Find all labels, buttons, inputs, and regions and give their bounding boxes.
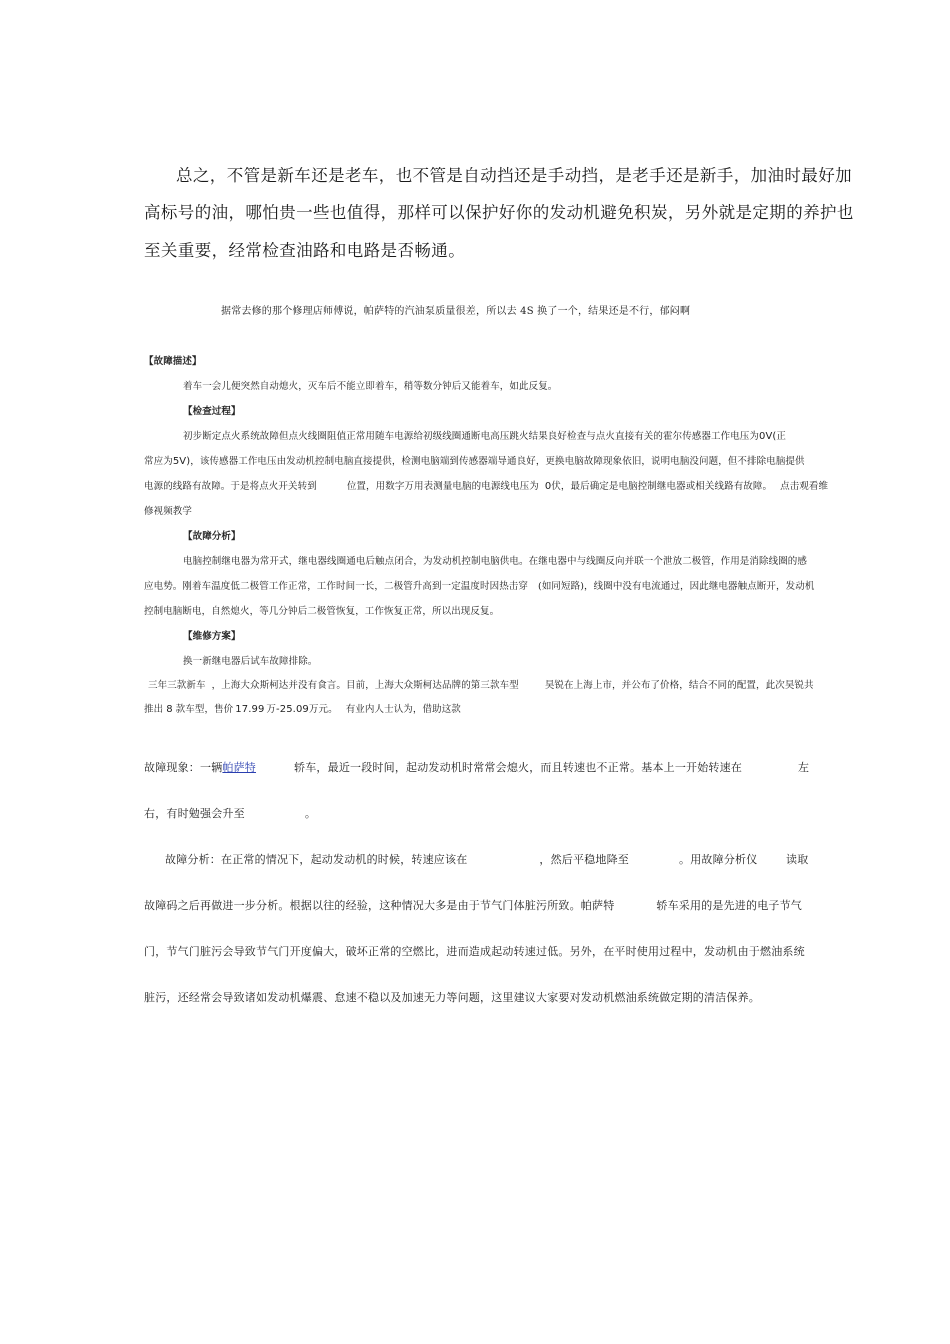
intro-line-1: 总之，不管是新车还是老车，也不管是自动挡还是手动挡，是老手还是新手，加油时最好加: [176, 166, 852, 185]
analysis-line-4: 脏污，还经常会导致诸如发动机爆震、怠速不稳以及加速无力等问题，这里建议大家要对发动机燃油系统做定期的清洁保养。: [144, 991, 760, 1004]
caption-text: 据常去修的那个修理店师傅说，帕萨特的汽油泵质量很差，所以去 4S 换了一个，结果还是不行，郁闷啊: [221, 306, 691, 317]
fault-analysis-heading: 【故障分析】: [183, 531, 241, 542]
symptom-line-1-start: 故障现象：一辆帕萨特 轿车，最近一段时间，起动发动机时常常会熄火，而且转速也不正常。基本上一开始转速在: [144, 761, 743, 774]
symptom-line-1-end: 左: [798, 761, 810, 774]
repair-plan-heading: 【维修方案】: [183, 631, 241, 642]
passat-link[interactable]: 帕萨特: [222, 761, 257, 774]
inspection-line-3: 电源的线路有故障。于是将点火开关转到 位置，用数字万用表测量电脑的电源线电压为 0伏，最后确定是电脑控制继电器或相关线路有故障。 点击观看维: [144, 481, 829, 492]
analysis-line-1-end: 读取: [786, 853, 809, 866]
analysis-line-1: 故障分析：在正常的情况下，起动发动机的时候，转速应该在 ，然后平稳地降至 。用故障分析仪: [165, 853, 758, 866]
fault-analysis-line-1: 电脑控制继电器为常开式，继电器线圈通电后触点闭合，为发动机控制电脑供电。在继电器中与线圈反向并联一个泄放二极管，作用是消除线圈的感: [183, 556, 808, 567]
news-line-1: 三年三款新车 ，上海大众斯柯达并没有食言。目前，上海大众斯柯达品牌的第三款车型 昊锐在上海上市，并公布了价格，结合不同的配置，此次昊锐共: [148, 680, 814, 691]
video-tutorial-link[interactable]: 点击观看维: [780, 481, 829, 492]
inspection-line-1: 初步断定点火系统故障但点火线圈阻值正常用随车电源给初级线圈通断电高压跳火结果良好检查与点火直接有关的霍尔传感器工作电压为0V(正: [183, 431, 787, 442]
fault-analysis-line-3: 控制电脑断电，自然熄火，等几分钟后二极管恢复，工作恢复正常，所以出现反复。: [144, 606, 500, 617]
analysis-line-3: 门，节气门脏污会导致节气门开度偏大，破坏正常的空燃比，进而造成起动转速过低。另外，在平时使用过程中，发动机由于燃油系统: [144, 945, 805, 958]
inspection-line-4[interactable]: 修视频教学: [144, 506, 193, 517]
repair-plan-text: 换一新继电器后试车故障排除。: [183, 656, 318, 667]
inspection-heading: 【检查过程】: [183, 406, 241, 417]
fault-description-heading: 【故障描述】: [144, 356, 202, 367]
intro-line-3: 至关重要，经常检查油路和电路是否畅通。: [144, 241, 466, 260]
intro-line-2: 高标号的油，哪怕贵一些也值得，那样可以保护好你的发动机避免积炭，另外就是定期的养护也: [144, 203, 854, 222]
analysis-line-2: 故障码之后再做进一步分析。根据以往的经验，这种情况大多是由于节气门体脏污所致。帕萨特 轿车采用的是先进的电子节气: [144, 899, 803, 912]
fault-description-text: 着车一会儿便突然自动熄火，灭车后不能立即着车，稍等数分钟后又能着车，如此反复。: [183, 381, 558, 392]
news-line-2: 推出 8 款车型，售价 17.99 万-25.09万元。 有业内人士认为，借助这款: [144, 704, 461, 715]
symptom-line-2: 右，有时勉强会升至 。: [144, 807, 317, 820]
fault-analysis-line-2: 应电势。刚着车温度低二极管工作正常，工作时间一长，二极管升高到一定温度时因热击穿 (如同短路)，线圈中没有电流通过，因此继电器触点断开，发动机: [144, 581, 815, 592]
inspection-line-2: 常应为5V)，该传感器工作电压由发动机控制电脑直接提供，检测电脑端到传感器端导通良好，更换电脑故障现象依旧，说明电脑没问题，但不排除电脑提供: [144, 456, 805, 467]
